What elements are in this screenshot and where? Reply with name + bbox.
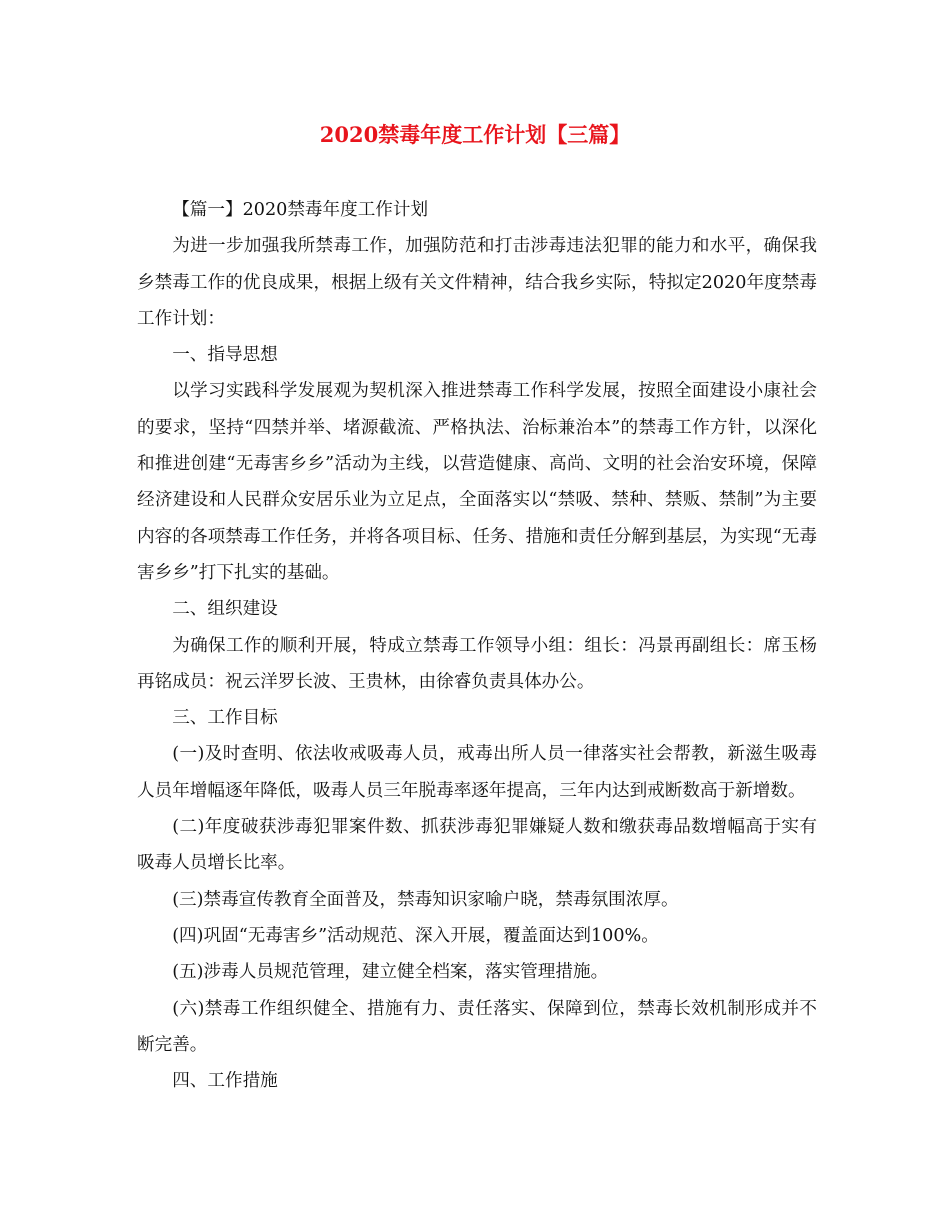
- goal-item-3: (三)禁毒宣传教育全面普及，禁毒知识家喻户晓，禁毒氛围浓厚。: [172, 889, 679, 910]
- section-heading-part-one: 【篇一】2020禁毒年度工作计划: [172, 200, 429, 220]
- goal-item-1: (一)及时查明、依法收戒吸毒人员，戒毒出所人员一律落实社会帮教，新滋生吸毒人员年增幅逐年降低，吸毒人员三年脱毒率逐年提高，三年内达到戒断数高于新增数。: [137, 744, 817, 801]
- section-heading-work-measures: 四、工作措施: [172, 1071, 278, 1092]
- document-body: [137, 192, 817, 1099]
- guiding-ideology-paragraph: 以学习实践科学发展观为契机深入推进禁毒工作科学发展，按照全面建设小康社会的要求，坚持“四禁并举、堵源截流、严格执法、治标兼治本”的禁毒工作方针，以深化和推进创建“无毒害乡乡”活动为主线，以营造健康、高尚、文明的社会治安环境，保障经济建设和人民群众安居乐业为立足点，全面落实以“禁吸、禁种、禁贩、禁制”为主要内容的各项禁毒工作任务，并将各项目标、任务、措施和责任分解到基层，为实现“无毒害乡乡”打下扎实的基础。: [137, 381, 817, 583]
- goal-item-5: (五)涉毒人员规范管理，建立健全档案，落实管理措施。: [172, 962, 609, 983]
- section-heading-guiding-ideology: 一、指导思想: [172, 345, 278, 366]
- section-heading-organization: 二、组织建设: [172, 599, 278, 620]
- goal-item-4: (四)巩固“无毒害乡”活动规范、深入开展，覆盖面达到100%。: [172, 925, 659, 946]
- document-title: 2020禁毒年度工作计划【三篇】: [319, 122, 631, 147]
- section-heading-work-goals: 三、工作目标: [172, 708, 278, 729]
- goal-item-6: (六)禁毒工作组织健全、措施有力、责任落实、保障到位，禁毒长效机制形成并不断完善。: [137, 998, 817, 1055]
- organization-paragraph: 为确保工作的顺利开展，特成立禁毒工作领导小组：组长：冯景再副组长：席玉杨再铭成员：祝云洋罗长波、王贵林，由徐睿负责具体办公。: [137, 635, 817, 692]
- goal-item-2: (二)年度破获涉毒犯罪案件数、抓获涉毒犯罪嫌疑人数和缴获毒品数增幅高于实有吸毒人员增长比率。: [137, 817, 817, 874]
- intro-paragraph: 为进一步加强我所禁毒工作，加强防范和打击涉毒违法犯罪的能力和水平，确保我乡禁毒工作的优良成果，根据上级有关文件精神，结合我乡实际，特拟定2020年度禁毒工作计划：: [137, 236, 817, 329]
